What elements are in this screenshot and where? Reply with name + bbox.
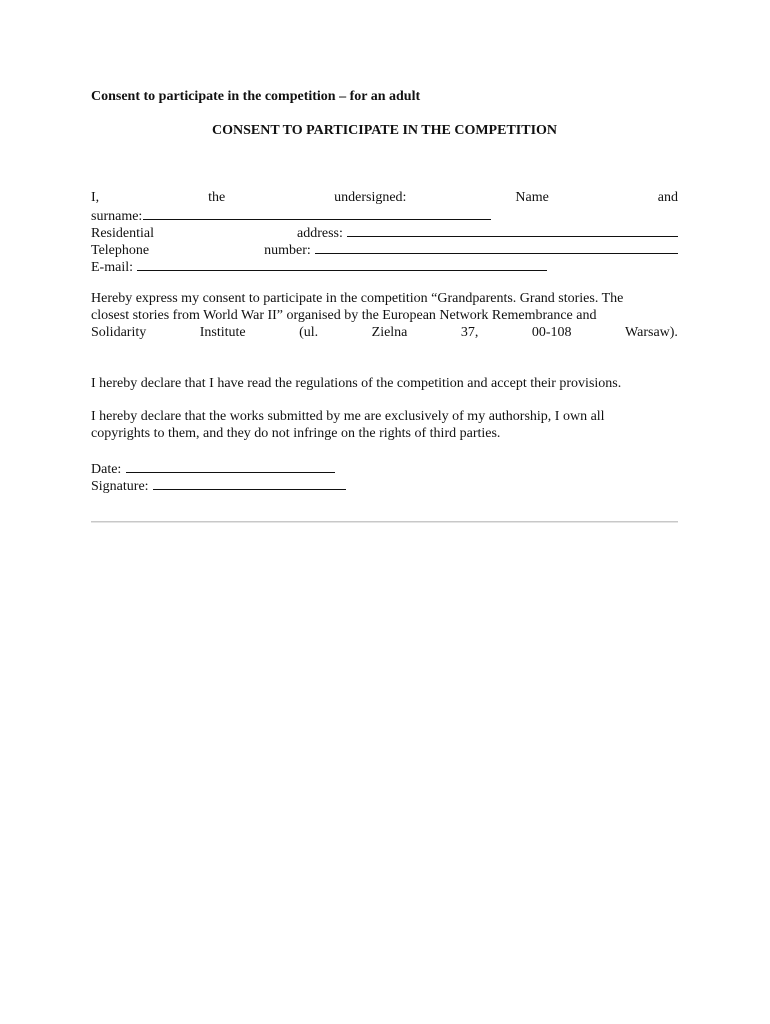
consent-word: Zielna (371, 325, 408, 340)
surname-field[interactable] (143, 206, 491, 220)
declaration-authorship-line-1: I hereby declare that the works submitted by me are exclusively of my authorship, I own all (91, 409, 605, 424)
email-label: E-mail: (91, 260, 133, 275)
horizontal-divider (91, 521, 678, 523)
form-title: CONSENT TO PARTICIPATE IN THE COMPETITION (211, 123, 558, 138)
address-field[interactable] (347, 223, 678, 237)
consent-word: 37, (460, 325, 479, 340)
signature-label: Signature: (91, 479, 149, 494)
form-header: Consent to participate in the competition – for an adult (91, 89, 421, 104)
date-field[interactable] (126, 459, 335, 473)
date-label: Date: (91, 462, 122, 477)
consent-word: 00-108 (531, 325, 572, 340)
email-field[interactable] (137, 257, 547, 271)
undersigned-word: I, (91, 190, 100, 205)
consent-word: Warsaw). (625, 325, 678, 340)
address-label-part1: Residential (91, 226, 154, 241)
signature-field[interactable] (153, 476, 346, 490)
consent-word: (ul. (299, 325, 319, 340)
consent-word: Solidarity (91, 325, 147, 340)
signature-row (91, 476, 346, 495)
surname-label: surname: (91, 209, 143, 224)
telephone-field[interactable] (315, 240, 678, 254)
consent-word: Institute (199, 325, 246, 340)
address-label-part2: address: (297, 226, 343, 241)
undersigned-word: and (657, 190, 678, 205)
undersigned-line (91, 189, 678, 206)
undersigned-word: the (208, 190, 226, 205)
telephone-label-part2: number: (264, 243, 311, 258)
declaration-authorship-line-2: copyrights to them, and they do not infringe on the rights of third parties. (91, 426, 501, 441)
undersigned-word: Name (515, 190, 549, 205)
email-row (91, 257, 678, 276)
consent-line-2: closest stories from World War II” organised by the European Network Remembrance and (91, 308, 597, 323)
declaration-regulations: I hereby declare that I have read the regulations of the competition and accept their provisions. (91, 376, 622, 391)
consent-line-1: Hereby express my consent to participate in the competition “Grandparents. Grand stories. The (91, 291, 624, 306)
consent-line-3 (91, 324, 678, 341)
telephone-label-part1: Telephone (91, 243, 150, 258)
undersigned-word: undersigned: (334, 190, 407, 205)
